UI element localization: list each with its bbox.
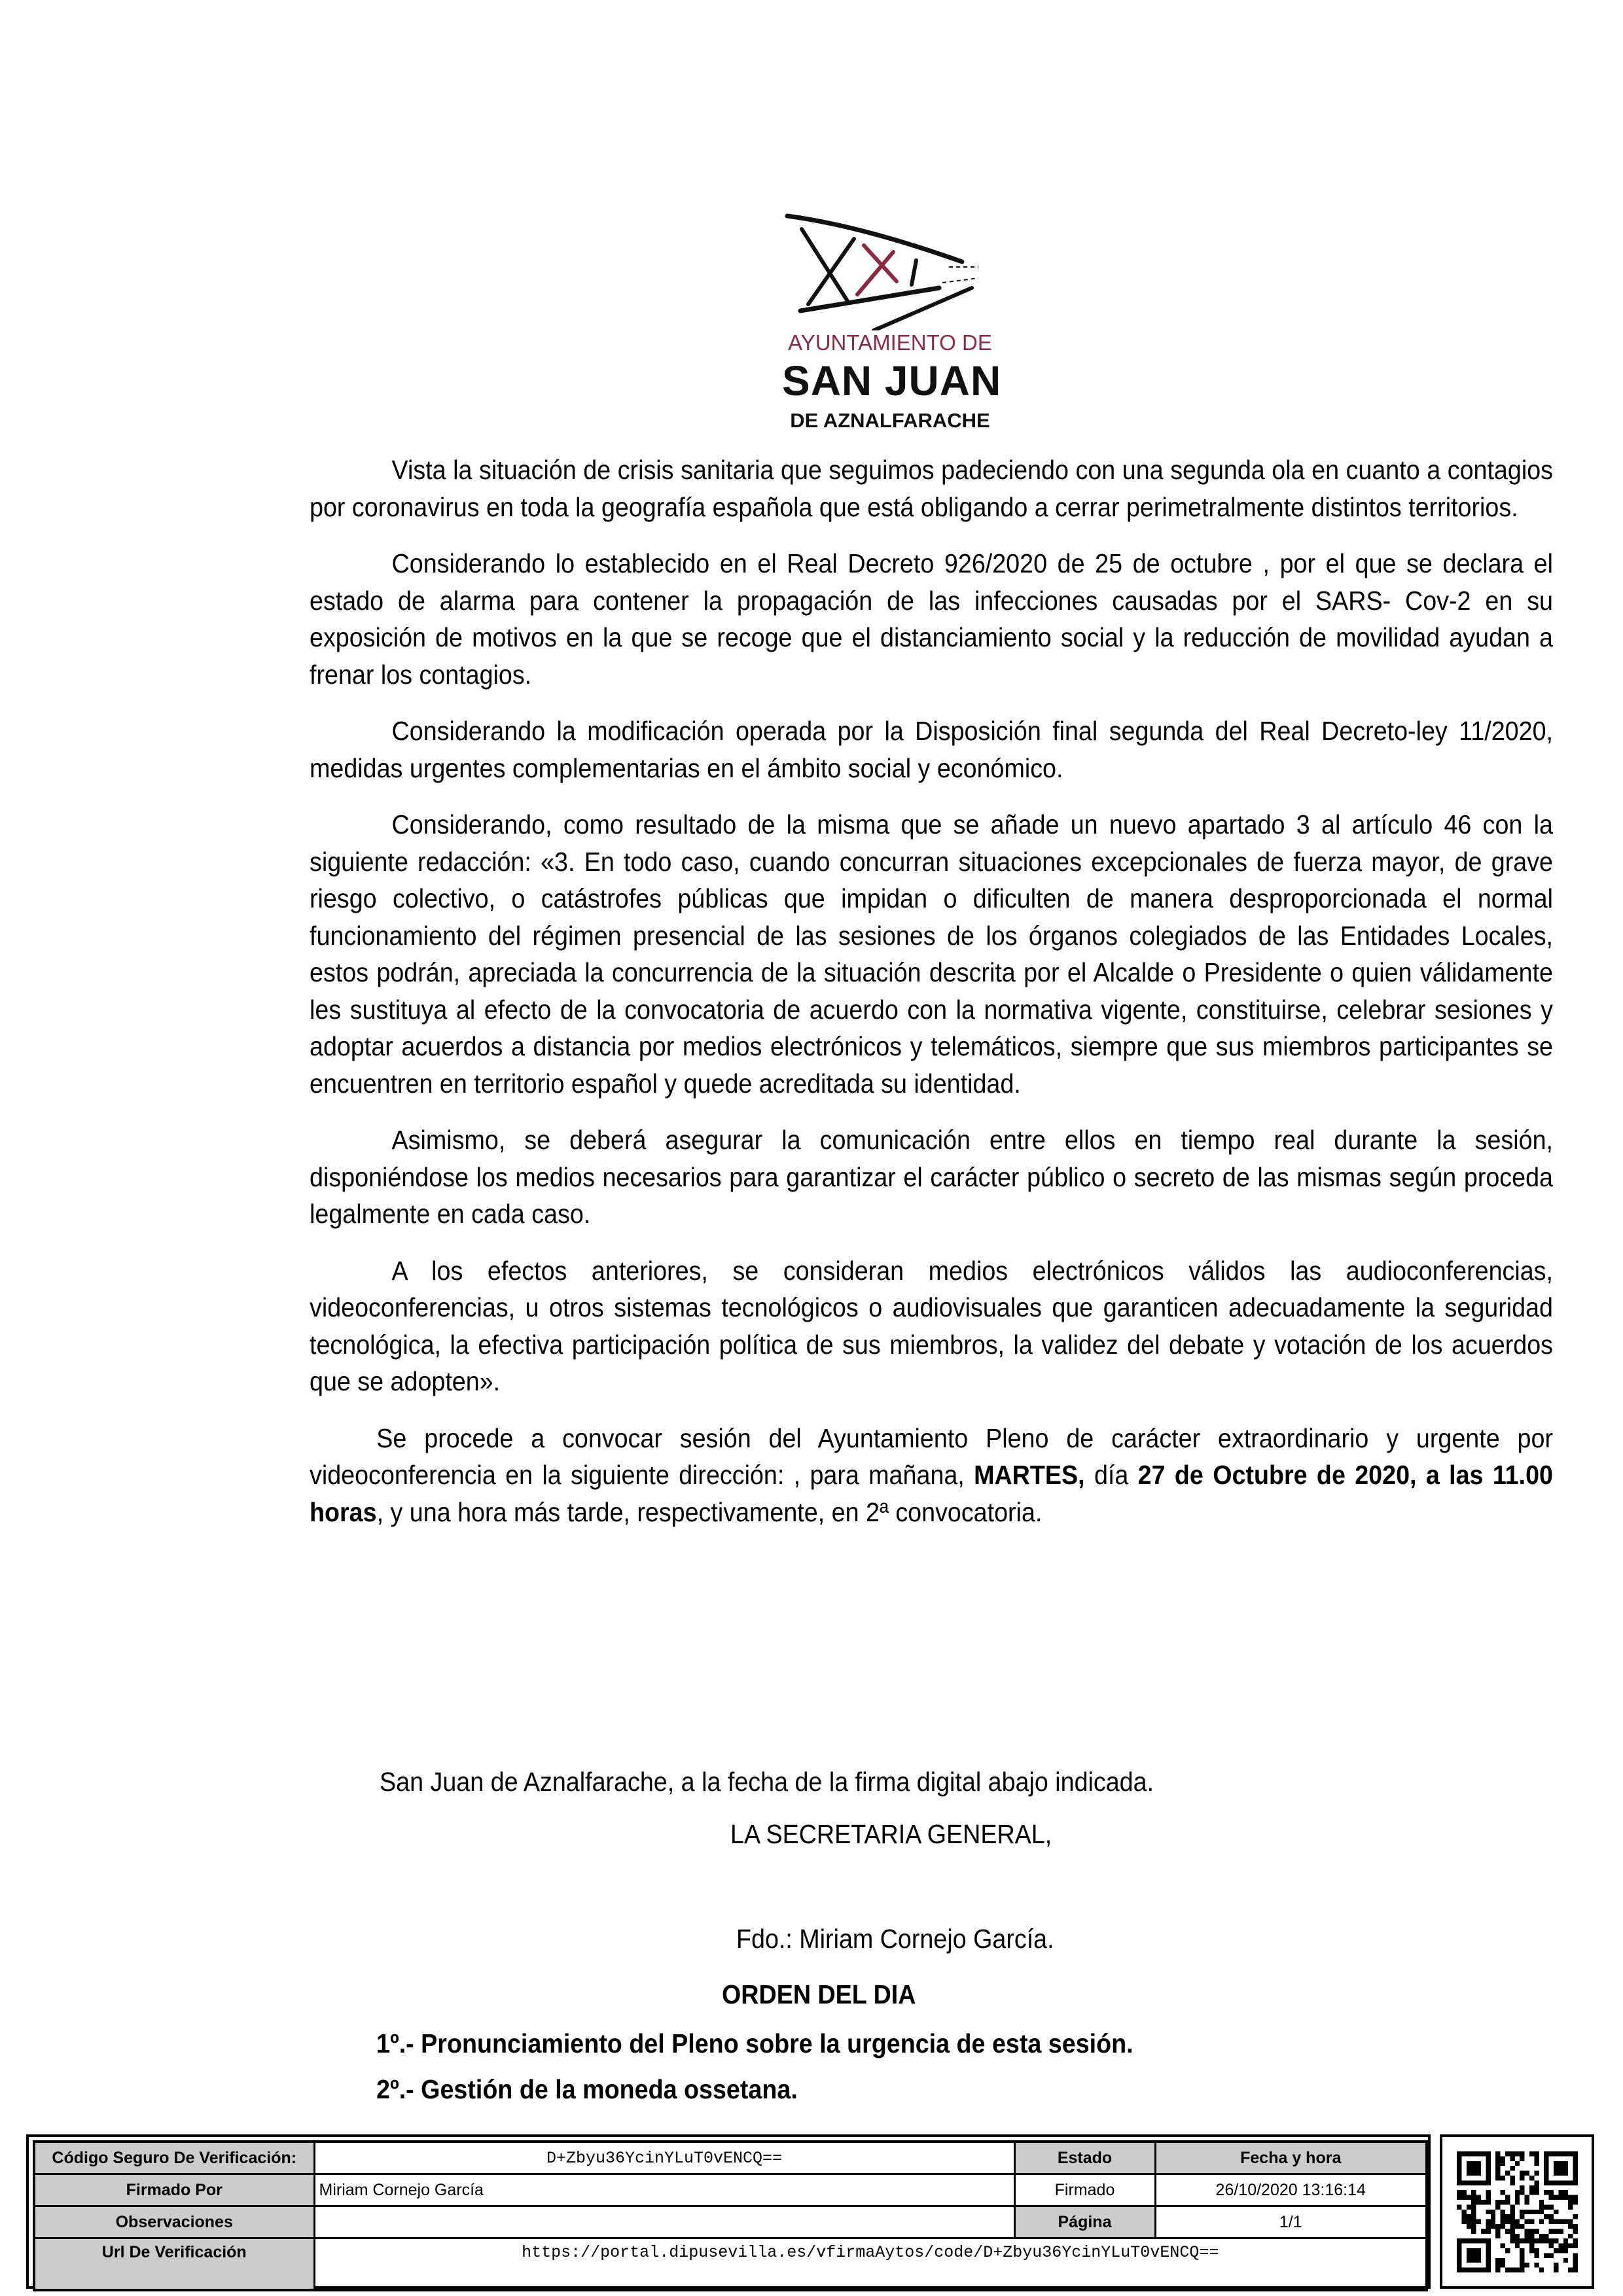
qr-module xyxy=(1515,2161,1520,2166)
qr-module xyxy=(1544,2234,1548,2238)
qr-module xyxy=(1563,2195,1568,2200)
qr-module xyxy=(1486,2190,1490,2195)
qr-module xyxy=(1534,2161,1539,2166)
qr-module xyxy=(1495,2161,1500,2166)
qr-module xyxy=(1457,2204,1461,2209)
qr-module xyxy=(1520,2151,1524,2156)
qr-module xyxy=(1510,2166,1514,2170)
qr-module xyxy=(1520,2176,1524,2180)
qr-code-icon[interactable] xyxy=(1457,2151,1578,2272)
qr-module xyxy=(1573,2238,1578,2243)
qr-module xyxy=(1510,2151,1514,2156)
qr-module xyxy=(1529,2185,1534,2190)
paragraph-efectos: A los efectos anteriores, se consideran medios electrónicos válidos las audioconferencias, videoconferencias, u otros sistemas tecnológicos o audiovisuales que garanticen adecuadamente la seguridad tecnológica, la efectiva participación política de sus miembros, la validez del debate y votación de los acuerdos que se adopten». xyxy=(310,1255,1553,1396)
qr-module xyxy=(1515,2195,1520,2200)
label-signed-by: Firmado Por xyxy=(34,2174,314,2206)
qr-module xyxy=(1467,2214,1471,2219)
qr-module xyxy=(1510,2229,1514,2233)
qr-module xyxy=(1520,2258,1524,2263)
qr-module xyxy=(1515,2151,1520,2156)
label-observations: Observaciones xyxy=(34,2206,314,2238)
qr-module xyxy=(1534,2180,1539,2185)
qr-module xyxy=(1563,2190,1568,2195)
qr-module xyxy=(1529,2210,1534,2214)
qr-module xyxy=(1461,2190,1466,2195)
table-row xyxy=(34,2142,1427,2174)
qr-module xyxy=(1568,2244,1573,2248)
qr-module xyxy=(1467,2195,1471,2200)
value-page: 1/1 xyxy=(1155,2206,1427,2238)
qr-module xyxy=(1539,2219,1544,2224)
convocatoria-text-2: día xyxy=(1084,1460,1138,1490)
agenda-item-1: 1º.- Pronunciamiento del Pleno sobre la urgencia de esta sesión. xyxy=(376,2028,1133,2058)
qr-module xyxy=(1568,2224,1573,2229)
qr-module xyxy=(1467,2224,1471,2229)
qr-module xyxy=(1573,2258,1578,2263)
logo-text-aznalfarache: DE AZNALFARACHE xyxy=(790,409,990,432)
qr-module xyxy=(1520,2268,1524,2272)
qr-module xyxy=(1544,2204,1548,2209)
qr-module xyxy=(1573,2195,1578,2200)
qr-module xyxy=(1520,2263,1524,2267)
qr-module xyxy=(1534,2253,1539,2257)
qr-module xyxy=(1501,2200,1505,2204)
qr-module xyxy=(1534,2190,1539,2195)
qr-module xyxy=(1525,2263,1529,2267)
qr-module xyxy=(1529,2176,1534,2180)
value-url[interactable]: https://portal.dipusevilla.es/vfirmaAytos/code/D+Zbyu36YcinYLuT0vENCQ== xyxy=(314,2238,1427,2291)
verification-table xyxy=(33,2140,1428,2291)
agenda-title: ORDEN DEL DIA xyxy=(722,1979,916,2009)
qr-module xyxy=(1573,2263,1578,2267)
qr-module xyxy=(1505,2214,1510,2219)
qr-module xyxy=(1505,2151,1510,2156)
qr-module xyxy=(1501,2210,1505,2214)
qr-module xyxy=(1476,2200,1481,2204)
qr-module xyxy=(1501,2176,1505,2180)
qr-module xyxy=(1549,2244,1554,2248)
qr-module xyxy=(1457,2190,1461,2195)
qr-module xyxy=(1486,2224,1490,2229)
qr-module xyxy=(1495,2156,1500,2161)
qr-module xyxy=(1529,2219,1534,2224)
qr-module xyxy=(1491,2224,1495,2229)
agenda-item-2: 2º.- Gestión de la moneda ossetana. xyxy=(376,2074,798,2104)
qr-module xyxy=(1534,2156,1539,2161)
qr-module xyxy=(1520,2171,1524,2176)
qr-module xyxy=(1539,2210,1544,2214)
qr-module xyxy=(1554,2219,1558,2224)
qr-module xyxy=(1495,2234,1500,2238)
qr-module xyxy=(1573,2253,1578,2257)
qr-module xyxy=(1486,2210,1490,2214)
qr-module xyxy=(1554,2229,1558,2233)
qr-module xyxy=(1525,2171,1529,2176)
qr-module xyxy=(1558,2248,1563,2253)
qr-module xyxy=(1539,2238,1544,2243)
qr-module xyxy=(1573,2229,1578,2233)
qr-module xyxy=(1529,2234,1534,2238)
paragraph-modificacion: Considerando la modificación operada por la Disposición final segunda del Real Decreto-ley 11/2020, medidas urgentes complementarias en el ámbito social y económico. xyxy=(310,716,1553,783)
qr-module xyxy=(1520,2185,1524,2190)
qr-module xyxy=(1534,2185,1539,2190)
qr-module xyxy=(1529,2190,1534,2195)
qr-module xyxy=(1510,2268,1514,2272)
qr-module xyxy=(1510,2156,1514,2161)
qr-module xyxy=(1525,2200,1529,2204)
qr-module xyxy=(1471,2214,1476,2219)
qr-module xyxy=(1573,2200,1578,2204)
qr-module xyxy=(1501,2156,1505,2161)
qr-module xyxy=(1539,2204,1544,2209)
qr-module xyxy=(1520,2224,1524,2229)
qr-module xyxy=(1471,2190,1476,2195)
qr-module xyxy=(1501,2214,1505,2219)
qr-module xyxy=(1467,2248,1481,2263)
qr-module xyxy=(1558,2229,1563,2233)
paragraph-real-decreto: Considerando lo establecido en el Real Decreto 926/2020 de 25 de octubre , por el que se declara el estado de alarma para contener la propagación de las infecciones causadas por el SARS- Cov-2 en su exposición de motivos en la que se recoge que el distanciamiento social y la reducción de movilidad ayudan a frenar los contagios. xyxy=(310,548,1553,690)
qr-module xyxy=(1510,2180,1514,2185)
qr-module xyxy=(1461,2219,1466,2224)
qr-module xyxy=(1505,2171,1510,2176)
qr-module xyxy=(1476,2219,1481,2224)
qr-module xyxy=(1510,2210,1514,2214)
qr-module xyxy=(1544,2190,1548,2195)
table-row xyxy=(34,2174,1427,2206)
qr-module xyxy=(1554,2248,1558,2253)
value-status: Firmado xyxy=(1014,2174,1155,2206)
qr-module xyxy=(1515,2268,1520,2272)
qr-module xyxy=(1520,2210,1524,2214)
qr-module xyxy=(1491,2214,1495,2219)
qr-module xyxy=(1501,2224,1505,2229)
convocatoria-text-3: , y una hora más tarde, respectivamente, en 2ª convocatoria. xyxy=(376,1496,1043,1527)
qr-module xyxy=(1563,2258,1568,2263)
logo-text-san-juan: SAN JUAN xyxy=(782,357,1002,404)
label-datetime: Fecha y hora xyxy=(1155,2142,1427,2174)
qr-module xyxy=(1544,2214,1548,2219)
qr-module xyxy=(1563,2248,1568,2253)
qr-module xyxy=(1539,2200,1544,2204)
value-signed-by: Miriam Cornejo García xyxy=(314,2174,1014,2206)
qr-module xyxy=(1558,2195,1563,2200)
qr-module xyxy=(1534,2238,1539,2243)
qr-module xyxy=(1476,2195,1481,2200)
qr-module xyxy=(1549,2204,1554,2209)
convocatoria-date-time: 27 de Octubre de 2020, a las 11.00 horas xyxy=(310,1460,1554,1527)
qr-module xyxy=(1573,2224,1578,2229)
qr-module xyxy=(1495,2263,1500,2267)
qr-module xyxy=(1481,2229,1486,2233)
label-csv: Código Seguro De Verificación: xyxy=(34,2142,314,2174)
qr-module xyxy=(1558,2244,1563,2248)
qr-module xyxy=(1520,2238,1524,2243)
qr-module xyxy=(1510,2234,1514,2238)
qr-module xyxy=(1501,2244,1505,2248)
qr-module xyxy=(1505,2200,1510,2204)
qr-module xyxy=(1534,2210,1539,2214)
qr-module xyxy=(1467,2219,1471,2224)
qr-module xyxy=(1491,2219,1495,2224)
qr-module xyxy=(1520,2214,1524,2219)
qr-module xyxy=(1486,2200,1490,2204)
value-datetime: 26/10/2020 13:16:14 xyxy=(1155,2174,1427,2206)
qr-module xyxy=(1510,2224,1514,2229)
qr-module xyxy=(1568,2195,1573,2200)
qr-module xyxy=(1471,2229,1476,2233)
qr-module xyxy=(1501,2190,1505,2195)
qr-module xyxy=(1505,2268,1510,2272)
qr-module xyxy=(1491,2210,1495,2214)
qr-module xyxy=(1573,2214,1578,2219)
qr-module xyxy=(1520,2248,1524,2253)
qr-code-box xyxy=(1440,2134,1594,2289)
qr-module xyxy=(1554,2210,1558,2214)
qr-module xyxy=(1461,2210,1466,2214)
qr-module xyxy=(1510,2204,1514,2209)
qr-module xyxy=(1549,2214,1554,2219)
qr-module xyxy=(1529,2248,1534,2253)
paragraph-articulo-46: Considerando, como resultado de la misma que se añade un nuevo apartado 3 al artículo 46 con la siguiente redacción: «3. En todo caso, cuando concurran situaciones excepcionales de fuerza mayor, de grave riesgo colectivo, o catástrofes públicas que impidan o dificulten de manera desproporcionada el normal funcionamiento del régimen presencial de las sesiones de los órganos colegiados de las Entidades Locales, estos podrán, apreciada la concurrencia de la situación descrita por el Alcalde o Presidente o quien válidamente les sustituya al efecto de la convocatoria de acuerdo con la normativa vigente, constituirse, celebrar sesiones y adoptar acuerdos a distancia por medios electrónicos y telemáticos, siempre que sus miembros participantes se encuentren en territorio español y quede acreditada su identidad. xyxy=(310,809,1553,1099)
qr-module xyxy=(1554,2195,1558,2200)
qr-module xyxy=(1471,2210,1476,2214)
qr-module xyxy=(1515,2200,1520,2204)
qr-module xyxy=(1495,2166,1500,2170)
qr-module xyxy=(1568,2200,1573,2204)
qr-module xyxy=(1520,2156,1524,2161)
qr-module xyxy=(1534,2229,1539,2233)
qr-module xyxy=(1525,2234,1529,2238)
qr-module xyxy=(1515,2234,1520,2238)
qr-module xyxy=(1520,2253,1524,2257)
qr-module xyxy=(1549,2195,1554,2200)
qr-module xyxy=(1554,2238,1558,2243)
qr-module xyxy=(1573,2244,1578,2248)
qr-module xyxy=(1568,2268,1573,2272)
qr-module xyxy=(1515,2224,1520,2229)
qr-module xyxy=(1573,2268,1578,2272)
qr-module xyxy=(1471,2195,1476,2200)
qr-module xyxy=(1481,2200,1486,2204)
qr-module xyxy=(1549,2253,1554,2257)
qr-module xyxy=(1510,2176,1514,2180)
qr-module xyxy=(1554,2268,1558,2272)
qr-module xyxy=(1505,2248,1510,2253)
paragraph-asimismo: Asimismo, se deberá asegurar la comunicación entre ellos en tiempo real durante la sesión, disponiéndose los medios necesarios para garantizar el carácter público o secreto de las mismas según proceda legalmente en cada caso. xyxy=(310,1125,1553,1229)
qr-module xyxy=(1501,2263,1505,2267)
qr-module xyxy=(1471,2224,1476,2229)
qr-module xyxy=(1539,2234,1544,2238)
value-observations xyxy=(314,2206,1014,2238)
qr-module xyxy=(1505,2229,1510,2233)
qr-module xyxy=(1568,2219,1573,2224)
signatory-name: Fdo.: Miriam Cornejo García. xyxy=(736,1924,1054,1954)
document-body xyxy=(310,451,1554,1530)
qr-module xyxy=(1471,2204,1476,2209)
qr-module xyxy=(1495,2258,1500,2263)
label-status: Estado xyxy=(1014,2142,1155,2174)
qr-module xyxy=(1534,2263,1539,2267)
xxi-emblem-icon xyxy=(782,190,998,330)
qr-module xyxy=(1525,2195,1529,2200)
qr-module xyxy=(1554,2263,1558,2267)
qr-module xyxy=(1529,2238,1534,2243)
qr-module xyxy=(1505,2195,1510,2200)
qr-module xyxy=(1486,2195,1490,2200)
qr-module xyxy=(1549,2229,1554,2233)
qr-module xyxy=(1495,2229,1500,2233)
qr-module xyxy=(1544,2238,1548,2243)
qr-module xyxy=(1461,2195,1466,2200)
qr-module xyxy=(1525,2238,1529,2243)
qr-module xyxy=(1554,2161,1568,2176)
qr-module xyxy=(1510,2214,1514,2219)
qr-module xyxy=(1467,2161,1481,2176)
qr-module xyxy=(1568,2204,1573,2209)
qr-module xyxy=(1501,2219,1505,2224)
convocatoria-text-1: Se procede a convocar sesión del Ayuntamiento Pleno de carácter extraordinario y urgente por videoconferencia en la siguiente dirección: , para mañana, xyxy=(310,1422,1553,1490)
qr-module xyxy=(1515,2238,1520,2243)
qr-module xyxy=(1534,2151,1539,2156)
qr-module xyxy=(1558,2219,1563,2224)
qr-module xyxy=(1486,2229,1490,2233)
qr-module xyxy=(1544,2253,1548,2257)
label-page: Página xyxy=(1014,2206,1155,2238)
qr-module xyxy=(1495,2151,1500,2156)
qr-module xyxy=(1549,2219,1554,2224)
qr-module xyxy=(1457,2195,1461,2200)
qr-module xyxy=(1495,2171,1500,2176)
label-url: Url De Verificación xyxy=(34,2238,314,2291)
qr-module xyxy=(1495,2176,1500,2180)
qr-module xyxy=(1501,2258,1505,2263)
qr-module xyxy=(1505,2219,1510,2224)
qr-module xyxy=(1515,2219,1520,2224)
convocatoria-day: MARTES, xyxy=(974,1460,1085,1490)
paragraph-crisis: Vista la situación de crisis sanitaria que seguimos padeciendo con una segunda ola en cuanto a contagios por coronavirus en toda la geografía española que está obligando a cerrar perimetralmente distintos territorios. xyxy=(310,455,1553,522)
qr-module xyxy=(1563,2244,1568,2248)
qr-module xyxy=(1495,2204,1500,2209)
table-row xyxy=(34,2238,1427,2291)
qr-module xyxy=(1558,2190,1563,2195)
qr-module xyxy=(1495,2200,1500,2204)
qr-module xyxy=(1471,2219,1476,2224)
qr-module xyxy=(1486,2219,1490,2224)
table-row xyxy=(34,2206,1427,2238)
qr-module xyxy=(1529,2151,1534,2156)
qr-module xyxy=(1563,2238,1568,2243)
qr-module xyxy=(1520,2190,1524,2195)
signatory-role: LA SECRETARIA GENERAL, xyxy=(730,1819,1052,1849)
municipality-logo xyxy=(782,190,1002,445)
qr-module xyxy=(1495,2268,1500,2272)
logo-text-ayuntamiento: AYUNTAMIENTO DE xyxy=(788,330,992,355)
qr-module xyxy=(1529,2244,1534,2248)
qr-module xyxy=(1471,2200,1476,2204)
place-date: San Juan de Aznalfarache, a la fecha de la firma digital abajo indicada. xyxy=(380,1767,1154,1797)
value-csv: D+Zbyu36YcinYLuT0vENCQ== xyxy=(314,2142,1014,2174)
qr-module xyxy=(1515,2244,1520,2248)
qr-module xyxy=(1501,2161,1505,2166)
qr-module xyxy=(1563,2219,1568,2224)
qr-module xyxy=(1461,2214,1466,2219)
qr-module xyxy=(1549,2238,1554,2243)
qr-module xyxy=(1549,2190,1554,2195)
paragraph-convocatoria xyxy=(310,1420,1553,1531)
qr-module xyxy=(1495,2224,1500,2229)
qr-module xyxy=(1525,2229,1529,2233)
qr-module xyxy=(1529,2229,1534,2233)
qr-module xyxy=(1525,2219,1529,2224)
qr-module xyxy=(1510,2238,1514,2243)
qr-module xyxy=(1525,2210,1529,2214)
qr-module xyxy=(1534,2248,1539,2253)
qr-module xyxy=(1534,2171,1539,2176)
qr-module xyxy=(1510,2219,1514,2224)
qr-module xyxy=(1515,2190,1520,2195)
qr-module xyxy=(1467,2204,1471,2209)
qr-module xyxy=(1568,2234,1573,2238)
qr-module xyxy=(1539,2268,1544,2272)
